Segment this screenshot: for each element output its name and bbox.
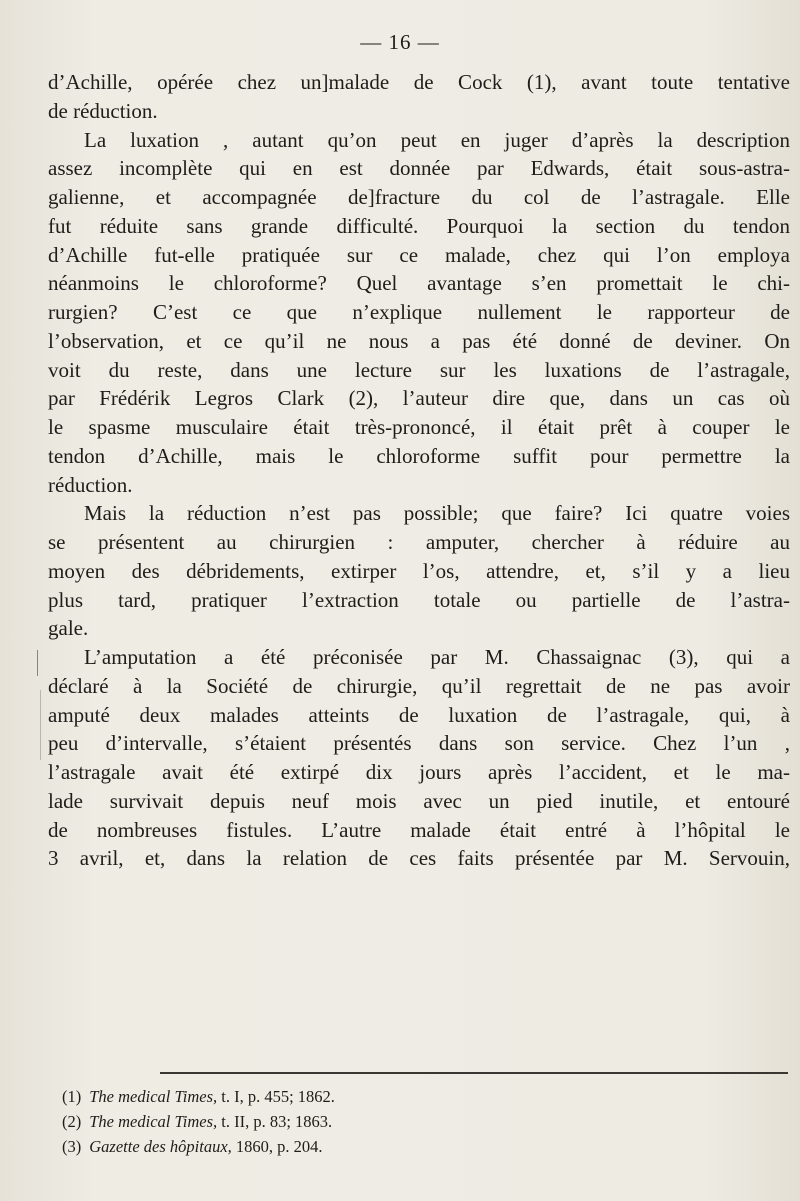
footnote-number: (3)	[62, 1137, 82, 1156]
text-line: La luxation , autant qu’on peut en juger d’après la description	[84, 127, 790, 152]
text-line: de nombreuses fistules. L’autre malade était entré à l’hôpital le	[48, 817, 790, 842]
text-line: amputé deux malades atteints de luxation de l’astragale, qui, à	[48, 702, 790, 727]
text-line: déclaré à la Société de chirurgie, qu’il regrettait de ne pas avoir	[48, 673, 790, 698]
text-line: se présentent au chirurgien : amputer, chercher à réduire au	[48, 530, 790, 554]
page-number: — 16 —	[360, 30, 440, 54]
footnotes	[62, 1084, 662, 1159]
footnote-divider	[160, 1072, 788, 1074]
text-line: Mais la réduction n’est pas possible; que faire? Ici quatre voies	[84, 501, 790, 526]
text-line: néanmoins le chloroforme? Quel avantage s’en promettait le chi-	[48, 271, 790, 296]
text-line: de réduction.	[48, 98, 158, 123]
footnote	[62, 1084, 662, 1109]
text-line: l’astragale avait été extirpé dix jours après l’accident, et le ma-	[48, 760, 790, 784]
margin-mark	[37, 650, 38, 676]
text-line: moyen des débridements, extirper l’os, attendre, et, s’il y a lieu	[48, 558, 790, 583]
text-line: tendon d’Achille, mais le chloroforme suffit pour permettre la	[48, 443, 790, 468]
footnote-number: (1)	[62, 1087, 82, 1106]
text-line: rurgien? C’est ce que n’explique nullement le rapporteur de	[48, 300, 790, 324]
text-line: réduction.	[48, 472, 133, 497]
footnote	[62, 1109, 662, 1134]
text-line: fut réduite sans grande difficulté. Pourquoi la section du tendon	[48, 213, 790, 238]
footnote-reference: 1860, p. 204.	[231, 1137, 323, 1156]
footnote-source-title: The medical Times,	[89, 1087, 218, 1106]
text-line: L’amputation a été préconisée par M. Chassaignac (3), qui a	[84, 645, 790, 669]
text-line: 3 avril, et, dans la relation de ces faits présentée par M. Servouin,	[48, 846, 790, 871]
footnote	[62, 1134, 662, 1159]
text-line: voit du reste, dans une lecture sur les luxations de l’astragale,	[48, 357, 790, 382]
margin-mark	[40, 690, 41, 760]
text-line: le spasme musculaire était très-prononcé, il était prêt à couper le	[48, 415, 790, 439]
footnote-number: (2)	[62, 1112, 82, 1131]
text-line: d’Achille, opérée chez un]malade de Cock (1), avant toute tentative	[48, 70, 790, 94]
text-line: peu d’intervalle, s’étaient présentés dans son service. Chez l’un ,	[48, 731, 790, 756]
text-line: assez incomplète qui en est donnée par Edwards, était sous-astra-	[48, 156, 790, 181]
text-line: galienne, et accompagnée de]fracture du col de l’astragale. Elle	[48, 185, 790, 209]
text-line: l’observation, et ce qu’il ne nous a pas été donné de deviner. On	[48, 328, 790, 353]
footnote-reference: t. I, p. 455; 1862.	[217, 1087, 335, 1106]
text-line: lade survivait depuis neuf mois avec un pied inutile, et entouré	[48, 788, 790, 813]
body-text	[48, 68, 790, 873]
footnote-source-title: The medical Times,	[89, 1112, 218, 1131]
text-line: gale.	[48, 616, 89, 641]
text-line: par Frédérik Legros Clark (2), l’auteur dire que, dans un cas où	[48, 386, 790, 411]
text-line: d’Achille fut-elle pratiquée sur ce malade, chez qui l’on employa	[48, 242, 790, 267]
text-line: plus tard, pratiquer l’extraction totale ou partielle de l’astra-	[48, 587, 790, 612]
footnote-reference: t. II, p. 83; 1863.	[217, 1112, 333, 1131]
footnote-source-title: Gazette des hôpitaux,	[89, 1137, 232, 1156]
